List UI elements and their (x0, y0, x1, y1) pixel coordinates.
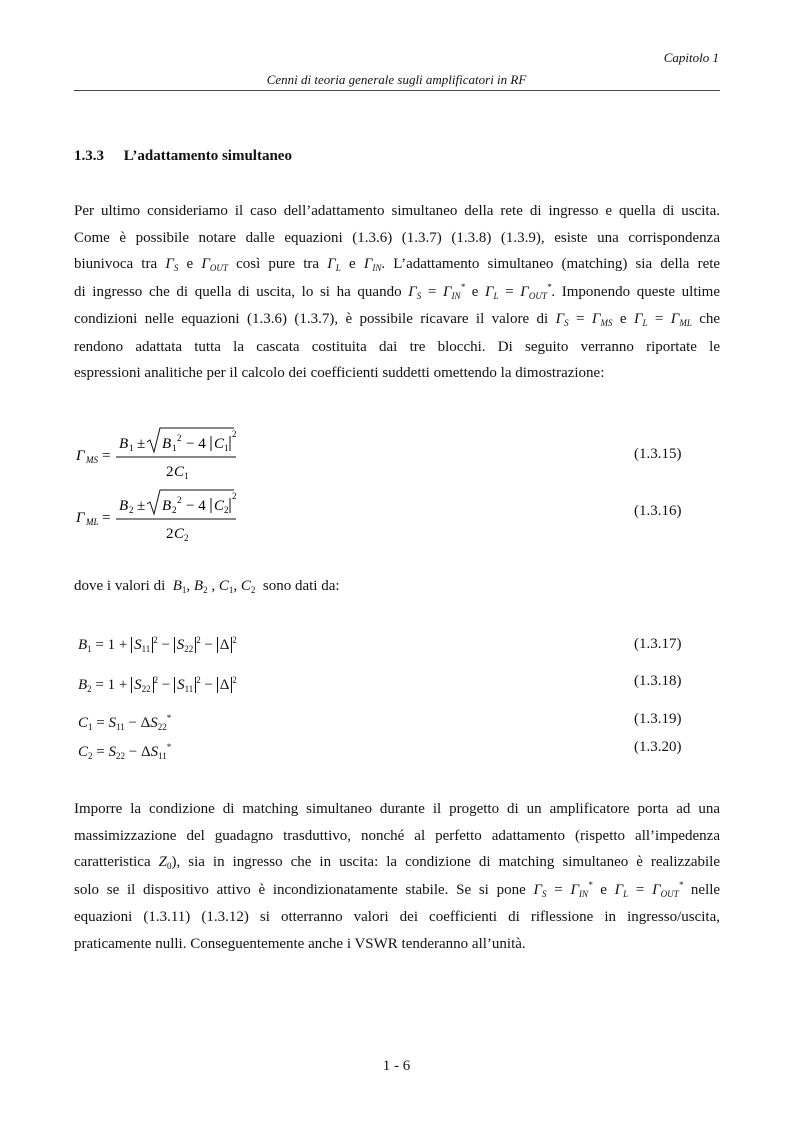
text-line: Per ultimo consideriamo il caso dell’adattamento simultaneo della rete di ingresso e quella di uscita. (74, 203, 720, 219)
text-fragment: solo se il dispositivo attivo è incondizionatamente stabile. Se si pone (74, 881, 526, 898)
equation-number: (1.3.16) (634, 503, 682, 519)
text-fragment: nelle (690, 881, 721, 898)
text-line (74, 877, 720, 905)
math-variables-list: $B_1$, $B_2$ , $C_1$, $C_2$ (168, 578, 256, 595)
svg-text:B: B (162, 498, 172, 514)
svg-text:2: 2 (129, 505, 134, 515)
text-line: massimizzazione del guadagno trasduttivo, nonché al perfetto adattamento (rispetto all’impedenza (74, 827, 720, 844)
header-divider (74, 90, 720, 91)
text-line: rendono adattata tutta la cascata costituita dai tre blocchi. Di seguito verranno riportate le (74, 338, 720, 355)
equation-c1: $C_1 = S_{11} - \Delta S_{22}^*$ (78, 713, 172, 732)
svg-text:1: 1 (224, 443, 229, 453)
math-condition-load: $\Gamma_L = \Gamma_{OUT}^*$ (485, 281, 552, 301)
text-fragment: sono dati da: (262, 578, 340, 594)
svg-text:MS: MS (86, 455, 98, 465)
text-line: Come è possibile notare dalle equazioni (1.3.6) (1.3.7) (1.3.8) (1.3.9), esiste una corrispondenza (74, 229, 720, 246)
text-fragment: . L’adattamento simultaneo (matching) sia della rete (381, 256, 721, 272)
text-line (74, 279, 720, 307)
svg-text:C: C (174, 464, 185, 480)
math-z0: $Z_0$ (158, 854, 172, 871)
math-gamma-l-ml: $\Gamma_L = \Gamma_{ML}$ (633, 311, 692, 328)
paragraph-intro (74, 198, 720, 387)
text-line (74, 306, 720, 334)
equation-number: (1.3.20) (634, 739, 682, 755)
section-title: L’adattamento simultaneo (123, 148, 292, 164)
svg-text:1: 1 (172, 443, 177, 453)
math-gamma-out: $\Gamma_{OUT}$ (201, 256, 228, 273)
equation-number: (1.3.17) (634, 636, 682, 652)
math-condition-source: $\Gamma_S = \Gamma_{IN}^*$ (533, 879, 593, 899)
chapter-label: Capitolo 1 (663, 50, 719, 65)
text-fragment: di ingresso che di quella di uscita, lo si ha quando (74, 283, 402, 300)
math-condition-source: $\Gamma_S = \Gamma_{IN}^*$ (408, 281, 466, 301)
equation-number: (1.3.15) (634, 446, 682, 462)
svg-text:Γ: Γ (76, 448, 85, 464)
math-gamma-in: $\Gamma_{IN}$ (363, 256, 382, 273)
svg-text:B: B (162, 436, 172, 452)
math-gamma-s: $\Gamma_S$ (165, 256, 179, 273)
text-fragment: e (471, 283, 479, 300)
text-fragment: e (186, 256, 194, 272)
math-gamma-s-ms: $\Gamma_S = \Gamma_{MS}$ (555, 311, 613, 328)
section-number: 1.3.3 (74, 148, 104, 164)
svg-text:±: ± (137, 498, 146, 514)
text-line (74, 251, 720, 279)
dove-line (74, 578, 340, 595)
equation-c2: $C_2 = S_{22} - \Delta S_{11}^*$ (78, 742, 172, 761)
equation-gamma-ms (74, 424, 274, 488)
text-line: Imporre la condizione di matching simultaneo durante il progetto di un amplificatore porta ad una (74, 801, 720, 817)
svg-text:2: 2 (177, 433, 182, 443)
math-condition-load: $\Gamma_L = \Gamma_{OUT}^*$ (614, 879, 684, 899)
svg-text:− 4: − 4 (186, 498, 206, 514)
svg-text:1: 1 (184, 471, 189, 481)
text-fragment: e (348, 256, 356, 272)
text-fragment: dove i valori di (74, 578, 166, 594)
text-fragment: biunivoca tra (74, 256, 158, 272)
text-line: equazioni (1.3.11) (1.3.12) si otterranno valori dei coefficienti di riflessione in ingresso/uscita, (74, 909, 720, 925)
svg-text:ML: ML (86, 517, 99, 527)
math-gamma-l: $\Gamma_L$ (327, 256, 341, 273)
svg-text:B: B (119, 436, 129, 452)
svg-text:2: 2 (232, 491, 237, 501)
text-fragment: condizioni nelle equazioni (1.3.6) (1.3.7), è possibile ricavare il valore di (74, 311, 549, 327)
svg-text:C: C (214, 436, 225, 452)
svg-text:Γ: Γ (76, 510, 85, 526)
text-fragment: così pure tra (236, 256, 320, 272)
equation-number: (1.3.18) (634, 673, 682, 689)
page-number: 1 - 6 (382, 1058, 411, 1074)
svg-text:±: ± (137, 436, 146, 452)
equation-gamma-ml (74, 486, 274, 550)
section-heading (74, 148, 292, 165)
text-fragment: e (619, 311, 627, 327)
svg-text:2: 2 (172, 505, 177, 515)
equation-b2: $B_2 = 1 + S_{22}^2 - S_{11}^2 - \Delta$ $^2$ (78, 675, 237, 694)
svg-text:1: 1 (129, 443, 134, 453)
svg-text:C: C (214, 498, 225, 514)
svg-text:2: 2 (166, 464, 174, 480)
text-fragment: . Imponendo queste ultime (551, 283, 720, 300)
equation-b1: $B_1 = 1 + S_{11}^2 - S_{22}^2 - \Delta$ $^2$ (78, 635, 237, 654)
svg-text:2: 2 (184, 533, 189, 543)
text-fragment: e (600, 881, 607, 898)
svg-text:=: = (102, 448, 111, 464)
chapter-subtitle: Cenni di teoria generale sugli amplificatori in RF (266, 72, 527, 87)
text-line: praticamente nulli. Conseguentemente anche i VSWR tenderanno all’unità. (74, 935, 526, 952)
text-fragment: che (699, 311, 721, 327)
svg-text:2: 2 (177, 495, 182, 505)
text-fragment: caratteristica (74, 854, 151, 870)
equation-number: (1.3.19) (634, 711, 682, 727)
svg-text:2: 2 (224, 505, 229, 515)
text-line: espressioni analitiche per il calcolo dei coefficienti suddetti omettendo la dimostrazione: (74, 365, 605, 381)
text-fragment: ), sia in ingresso che in uscita: la condizione di matching simultaneo è realizzabile (171, 854, 721, 870)
svg-text:2: 2 (166, 526, 174, 542)
svg-text:=: = (102, 510, 111, 526)
svg-text:B: B (119, 498, 129, 514)
text-line (74, 849, 720, 877)
svg-text:2: 2 (232, 429, 237, 439)
svg-text:C: C (174, 526, 185, 542)
paragraph-conclusion (74, 796, 720, 957)
svg-text:− 4: − 4 (186, 436, 206, 452)
